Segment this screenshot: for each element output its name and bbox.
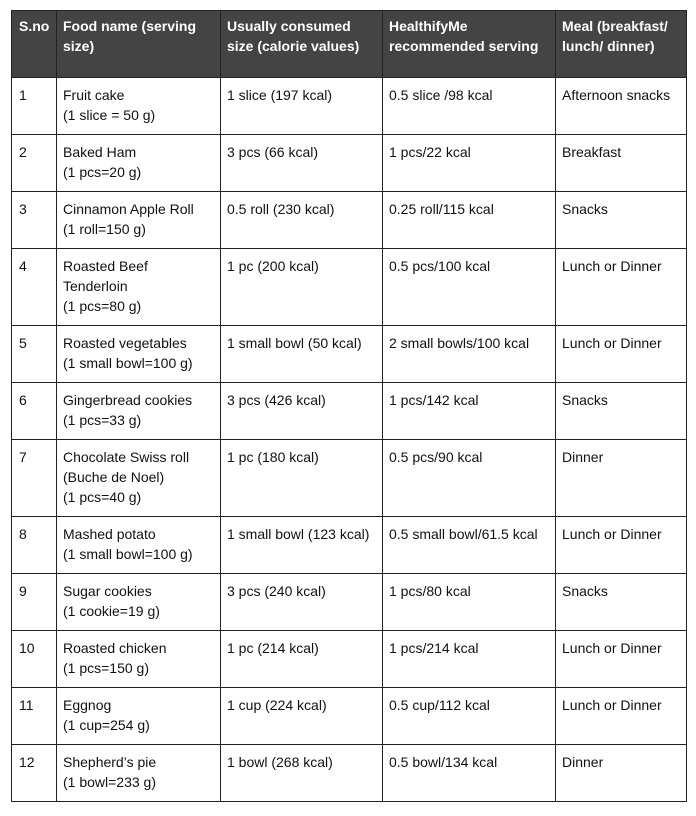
cell-meal: Breakfast: [556, 135, 687, 192]
cell-meal: Snacks: [556, 383, 687, 440]
cell-food-name: [57, 326, 221, 383]
food-name: Gingerbread cookies: [63, 392, 193, 408]
cell-food-name: [57, 192, 221, 249]
cell-food-name: [57, 383, 221, 440]
table-row: [12, 517, 687, 574]
cell-sno: 6: [12, 383, 57, 440]
cell-food-name: [57, 249, 221, 326]
header-recommended-serving: HealthifyMe recommended serving: [383, 11, 556, 78]
cell-sno: 12: [12, 745, 57, 802]
cell-usual-size: 1 small bowl (50 kcal): [221, 326, 383, 383]
serving-size: (1 pcs=33 g): [63, 412, 142, 428]
cell-recommended: 0.25 roll/115 kcal: [383, 192, 556, 249]
cell-recommended: 1 pcs/142 kcal: [383, 383, 556, 440]
cell-usual-size: 1 small bowl (123 kcal): [221, 517, 383, 574]
food-name: Mashed potato: [63, 526, 156, 542]
cell-sno: 7: [12, 440, 57, 517]
serving-size: (1 small bowl=100 g): [63, 355, 193, 371]
table-body: [12, 78, 687, 802]
table-row: [12, 383, 687, 440]
table-row: [12, 574, 687, 631]
cell-usual-size: 3 pcs (240 kcal): [221, 574, 383, 631]
header-usual-size: Usually consumed size (calorie values): [221, 11, 383, 78]
table-row: [12, 78, 687, 135]
cell-usual-size: 1 pc (180 kcal): [221, 440, 383, 517]
cell-food-name: [57, 745, 221, 802]
cell-meal: Dinner: [556, 745, 687, 802]
cell-food-name: [57, 440, 221, 517]
cell-sno: 11: [12, 688, 57, 745]
cell-meal: Lunch or Dinner: [556, 688, 687, 745]
cell-usual-size: 3 pcs (426 kcal): [221, 383, 383, 440]
cell-food-name: [57, 135, 221, 192]
serving-size: (1 cup=254 g): [63, 717, 150, 733]
cell-recommended: 0.5 small bowl/61.5 kcal: [383, 517, 556, 574]
cell-sno: 4: [12, 249, 57, 326]
cell-sno: 2: [12, 135, 57, 192]
cell-food-name: [57, 574, 221, 631]
cell-recommended: 0.5 pcs/100 kcal: [383, 249, 556, 326]
calorie-table: [11, 10, 687, 802]
cell-recommended: 0.5 bowl/134 kcal: [383, 745, 556, 802]
header-sno: S.no: [12, 11, 57, 78]
cell-sno: 10: [12, 631, 57, 688]
cell-recommended: 1 pcs/22 kcal: [383, 135, 556, 192]
table-row: [12, 745, 687, 802]
cell-sno: 1: [12, 78, 57, 135]
cell-food-name: [57, 631, 221, 688]
cell-meal: Snacks: [556, 192, 687, 249]
cell-usual-size: 1 pc (214 kcal): [221, 631, 383, 688]
cell-sno: 5: [12, 326, 57, 383]
serving-size: (1 pcs=150 g): [63, 660, 149, 676]
serving-size: (1 slice = 50 g): [63, 107, 156, 123]
header-food-name: Food name (serving size): [57, 11, 221, 78]
cell-food-name: [57, 78, 221, 135]
food-name: Fruit cake: [63, 87, 125, 103]
cell-recommended: 0.5 cup/112 kcal: [383, 688, 556, 745]
food-name: Eggnog: [63, 697, 112, 713]
cell-usual-size: 1 pc (200 kcal): [221, 249, 383, 326]
food-name: Shepherd’s pie: [63, 754, 157, 770]
cell-recommended: 2 small bowls/100 kcal: [383, 326, 556, 383]
table-row: [12, 326, 687, 383]
cell-meal: Afternoon snacks: [556, 78, 687, 135]
cell-meal: Dinner: [556, 440, 687, 517]
cell-sno: 3: [12, 192, 57, 249]
table-row: [12, 631, 687, 688]
cell-food-name: [57, 517, 221, 574]
calorie-table-container: [11, 10, 686, 802]
cell-sno: 8: [12, 517, 57, 574]
food-name: Roasted chicken: [63, 640, 167, 656]
header-meal: Meal (breakfast/ lunch/ dinner): [556, 11, 687, 78]
food-name: Baked Ham: [63, 144, 137, 160]
table-row: [12, 688, 687, 745]
table-row: [12, 249, 687, 326]
cell-sno: 9: [12, 574, 57, 631]
cell-meal: Lunch or Dinner: [556, 249, 687, 326]
cell-food-name: [57, 688, 221, 745]
cell-usual-size: 0.5 roll (230 kcal): [221, 192, 383, 249]
food-name: Chocolate Swiss roll (Buche de Noel): [63, 449, 190, 485]
food-name: Roasted vegetables: [63, 335, 187, 351]
table-row: [12, 192, 687, 249]
serving-size: (1 bowl=233 g): [63, 774, 157, 790]
food-name: Roasted Beef Tenderloin: [63, 258, 148, 294]
cell-meal: Lunch or Dinner: [556, 631, 687, 688]
food-name: Sugar cookies: [63, 583, 152, 599]
cell-recommended: 1 pcs/80 kcal: [383, 574, 556, 631]
table-row: [12, 440, 687, 517]
serving-size: (1 cookie=19 g): [63, 603, 160, 619]
serving-size: (1 pcs=40 g): [63, 489, 142, 505]
table-row: [12, 135, 687, 192]
cell-recommended: 0.5 slice /98 kcal: [383, 78, 556, 135]
cell-meal: Snacks: [556, 574, 687, 631]
header-row: [12, 11, 687, 78]
table-header: [12, 11, 687, 78]
food-name: Cinnamon Apple Roll: [63, 201, 194, 217]
cell-usual-size: 1 slice (197 kcal): [221, 78, 383, 135]
cell-recommended: 1 pcs/214 kcal: [383, 631, 556, 688]
cell-usual-size: 1 bowl (268 kcal): [221, 745, 383, 802]
serving-size: (1 pcs=20 g): [63, 164, 142, 180]
cell-usual-size: 1 cup (224 kcal): [221, 688, 383, 745]
cell-usual-size: 3 pcs (66 kcal): [221, 135, 383, 192]
serving-size: (1 pcs=80 g): [63, 298, 142, 314]
cell-meal: Lunch or Dinner: [556, 517, 687, 574]
serving-size: (1 small bowl=100 g): [63, 546, 193, 562]
serving-size: (1 roll=150 g): [63, 221, 146, 237]
cell-recommended: 0.5 pcs/90 kcal: [383, 440, 556, 517]
cell-meal: Lunch or Dinner: [556, 326, 687, 383]
